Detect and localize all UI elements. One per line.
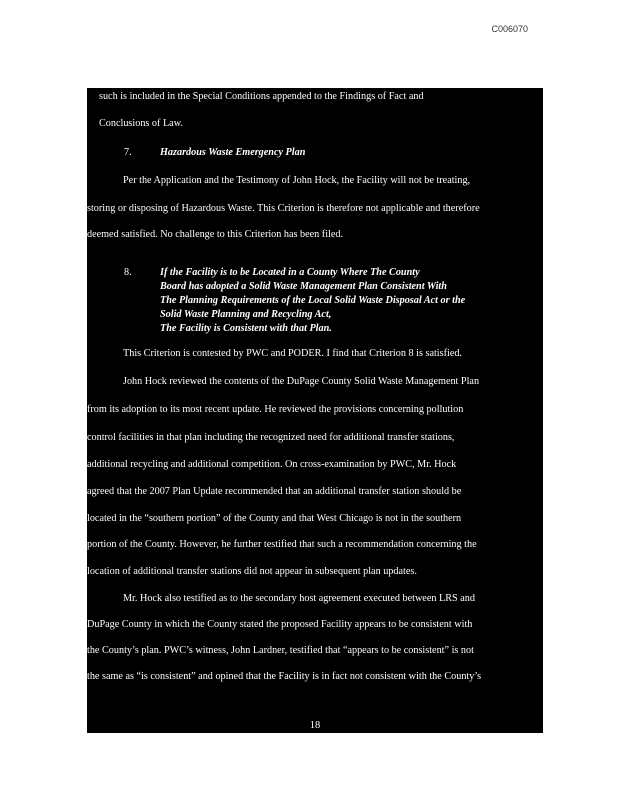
text-line: the same as “is consistent” and opined that the Facility is in fact not consistent with the County’s [87,671,482,682]
text-line: such is included in the Special Conditions appended to the Findings of Fact and [99,91,424,102]
text-line: located in the “southern portion” of the County and that West Chicago is not in the southern [87,513,462,524]
text-line: deemed satisfied. No challenge to this Criterion has been filed. [87,229,344,240]
text-line: This Criterion is contested by PWC and PODER. I find that Criterion 8 is satisfied. [123,348,462,359]
text-line: John Hock reviewed the contents of the DuPage County Solid Waste Management Plan [123,376,480,387]
text-line: storing or disposing of Hazardous Waste. This Criterion is therefore not applicable and therefore [87,203,480,214]
section-number: 8. [124,267,132,278]
document-page [87,88,543,733]
text-line: from its adoption to its most recent update. He reviewed the provisions concerning pollution [87,404,464,415]
section-heading: If the Facility is to be Located in a County Where The County [160,267,420,278]
text-line: additional recycling and additional competition. On cross-examination by PWC, Mr. Hock [87,459,457,470]
section-heading: Board has adopted a Solid Waste Management Plan Consistent With [160,281,447,292]
text-line: location of additional transfer stations did not appear in subsequent plan updates. [87,566,417,577]
document-id: C006070 [491,24,528,34]
section-heading: The Facility is Consistent with that Plan. [160,323,332,334]
section-heading: The Planning Requirements of the Local Solid Waste Disposal Act or the [160,295,466,306]
text-line: DuPage County in which the County stated the proposed Facility appears to be consistent with [87,619,473,630]
text-line: agreed that the 2007 Plan Update recommended that an additional transfer station should be [87,486,462,497]
text-line: Per the Application and the Testimony of John Hock, the Facility will not be treating, [123,175,471,186]
section-heading: Hazardous Waste Emergency Plan [160,147,306,158]
text-line: Mr. Hock also testified as to the secondary host agreement executed between LRS and [123,593,475,604]
text-line: the County’s plan. PWC’s witness, John Lardner, testified that “appears to be consistent” is not [87,645,474,656]
text-line: control facilities in that plan including the recognized need for additional transfer stations, [87,432,455,443]
section-number: 7. [124,147,132,158]
text-line: Conclusions of Law. [99,118,183,129]
section-heading: Solid Waste Planning and Recycling Act, [160,309,332,320]
page-number: 18 [309,720,321,731]
text-line: portion of the County. However, he further testified that such a recommendation concerning the [87,539,477,550]
